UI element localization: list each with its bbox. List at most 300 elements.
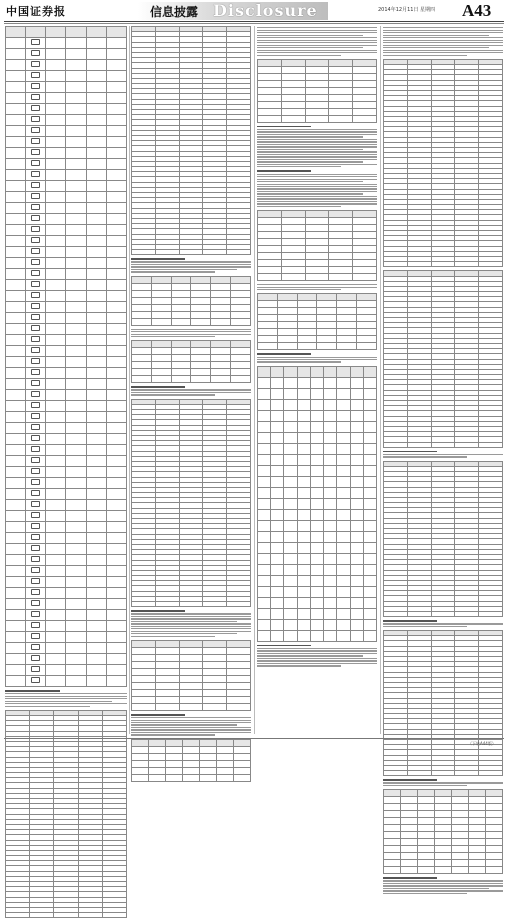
product-image (31, 589, 40, 595)
table-cell (227, 647, 251, 654)
table-cell (258, 410, 271, 421)
table-cell (86, 335, 106, 346)
table-cell (66, 478, 86, 489)
table-row (258, 301, 377, 308)
table-cell (66, 599, 86, 610)
table-cell (297, 630, 310, 641)
table-cell (329, 232, 353, 239)
table-cell (151, 276, 171, 283)
table-cell (317, 308, 337, 315)
table-cell (86, 390, 106, 401)
product-image (31, 303, 40, 309)
table-cell (297, 322, 317, 329)
table-cell (6, 390, 26, 401)
table-cell (297, 487, 310, 498)
table-cell (284, 476, 297, 487)
table-cell (227, 602, 251, 607)
table-cell (227, 661, 251, 668)
table-cell (86, 467, 106, 478)
table-cell (353, 73, 377, 80)
product-image (31, 534, 40, 540)
table-cell (191, 362, 211, 369)
table-cell (46, 566, 66, 577)
table-row (132, 703, 251, 710)
table-cell (6, 82, 26, 93)
table-row (132, 250, 251, 255)
table-cell (418, 867, 435, 874)
table-row (6, 60, 127, 71)
product-image (31, 259, 40, 265)
table-cell (435, 867, 452, 874)
text-line (257, 149, 363, 150)
table-row (258, 619, 377, 630)
table-cell (418, 804, 435, 811)
table-cell (66, 60, 86, 71)
table-cell (46, 82, 66, 93)
table-row (258, 66, 377, 73)
table-cell (258, 542, 271, 553)
text-paragraph (131, 386, 251, 395)
table-cell (418, 832, 435, 839)
table-cell (26, 236, 46, 247)
table-cell (353, 246, 377, 253)
table-row (258, 343, 377, 350)
table-cell (231, 355, 251, 362)
text-line (257, 284, 377, 285)
table-cell (363, 476, 376, 487)
table-cell (479, 612, 503, 617)
table-cell (211, 290, 231, 297)
table-cell (6, 181, 26, 192)
table-block (131, 640, 251, 711)
table-cell (258, 366, 271, 377)
table-cell (284, 377, 297, 388)
table-cell (106, 247, 126, 258)
product-image (31, 468, 40, 474)
table-row (6, 588, 127, 599)
table-cell (46, 522, 66, 533)
table-cell (281, 239, 305, 246)
table-cell (155, 682, 179, 689)
product-image (31, 336, 40, 342)
table-row (6, 478, 127, 489)
text-line (383, 47, 489, 48)
table-cell (350, 476, 363, 487)
table-cell (132, 739, 149, 746)
table-cell (6, 643, 26, 654)
table-cell (258, 232, 282, 239)
table-row (6, 192, 127, 203)
table-cell (86, 588, 106, 599)
table-cell (305, 239, 329, 246)
table-row (6, 269, 127, 280)
table-cell (297, 542, 310, 553)
table-cell (305, 218, 329, 225)
table-cell (258, 294, 278, 301)
table-cell (211, 348, 231, 355)
table-cell (26, 544, 46, 555)
table-row (384, 771, 503, 776)
table-cell (6, 93, 26, 104)
table-cell (106, 621, 126, 632)
table-row (6, 555, 127, 566)
table-cell (431, 612, 455, 617)
text-line (383, 626, 467, 627)
table-row (6, 412, 127, 423)
table-cell (258, 80, 282, 87)
table-cell (86, 643, 106, 654)
table-cell (258, 399, 271, 410)
table-cell (418, 825, 435, 832)
text-paragraph (257, 170, 377, 207)
table-cell (200, 753, 217, 760)
table-cell (297, 531, 310, 542)
table-cell (310, 575, 323, 586)
table-cell (258, 239, 282, 246)
table-row (132, 362, 251, 369)
table-cell (86, 225, 106, 236)
table-row (6, 610, 127, 621)
table-cell (271, 597, 284, 608)
table-cell (106, 489, 126, 500)
table-cell (217, 774, 234, 781)
table-cell (26, 522, 46, 533)
table-cell (231, 276, 251, 283)
table-cell (6, 676, 26, 687)
table-cell (281, 246, 305, 253)
table-block (257, 210, 377, 281)
table-block (383, 789, 503, 874)
table-cell (106, 291, 126, 302)
table-cell (106, 676, 126, 687)
table-cell (329, 66, 353, 73)
table-cell (324, 476, 337, 487)
table-cell (486, 811, 503, 818)
table-cell (284, 498, 297, 509)
table-cell (6, 302, 26, 313)
table-cell (66, 654, 86, 665)
text-line (5, 693, 127, 694)
table-cell (234, 753, 251, 760)
table-cell (106, 588, 126, 599)
product-image (31, 292, 40, 298)
table-cell (166, 774, 183, 781)
table-cell (418, 818, 435, 825)
product-image (31, 127, 40, 133)
table-cell (26, 632, 46, 643)
table-cell (6, 632, 26, 643)
table-cell (337, 597, 350, 608)
table-cell (337, 294, 357, 301)
text-paragraph (257, 353, 377, 362)
product-image (31, 160, 40, 166)
table-cell (324, 542, 337, 553)
table-cell (6, 104, 26, 115)
table-cell (384, 612, 408, 617)
table-cell (86, 170, 106, 181)
table-cell (191, 318, 211, 325)
table-row (258, 454, 377, 465)
table-cell (86, 555, 106, 566)
text-line (257, 201, 377, 202)
table-cell (435, 853, 452, 860)
table-cell (106, 577, 126, 588)
text-line (383, 27, 503, 28)
table-cell (66, 379, 86, 390)
table-cell (46, 236, 66, 247)
table-row (132, 348, 251, 355)
table-cell (183, 753, 200, 760)
table-cell (86, 357, 106, 368)
table-cell (26, 247, 46, 258)
table-cell (86, 489, 106, 500)
text-line (257, 139, 377, 140)
table-cell (324, 586, 337, 597)
table-cell (337, 575, 350, 586)
table-cell (66, 302, 86, 313)
product-image (31, 116, 40, 122)
table-cell (284, 630, 297, 641)
table-row (384, 797, 503, 804)
text-line (257, 196, 377, 197)
text-line (383, 454, 503, 455)
table-cell (258, 101, 282, 108)
text-line (131, 264, 251, 265)
text-line (257, 146, 377, 147)
table-cell (317, 336, 337, 343)
table-cell (6, 478, 26, 489)
table-cell (284, 531, 297, 542)
table-cell (46, 258, 66, 269)
table-cell (258, 608, 271, 619)
table-block (131, 739, 251, 782)
text-line (257, 131, 377, 132)
table-cell (353, 239, 377, 246)
table-cell (337, 608, 350, 619)
table-cell (106, 467, 126, 478)
table-cell (26, 170, 46, 181)
table-cell (227, 640, 251, 647)
table-row (258, 399, 377, 410)
table-row (6, 357, 127, 368)
table-cell (486, 867, 503, 874)
product-image (31, 446, 40, 452)
table-cell (6, 566, 26, 577)
table-cell (26, 60, 46, 71)
table-cell (350, 630, 363, 641)
table-cell (284, 586, 297, 597)
table-cell (6, 38, 26, 49)
paragraph-heading (131, 386, 185, 388)
table-cell (203, 250, 227, 255)
table-cell (284, 597, 297, 608)
table-row (384, 853, 503, 860)
table-cell (26, 555, 46, 566)
table-cell (46, 71, 66, 82)
table-cell (66, 643, 86, 654)
table-cell (86, 566, 106, 577)
table-cell (66, 555, 86, 566)
table-cell (106, 379, 126, 390)
table-cell (329, 73, 353, 80)
table-cell (106, 445, 126, 456)
table-cell (46, 126, 66, 137)
table-row (132, 640, 251, 647)
table-row (6, 434, 127, 445)
table-cell (363, 531, 376, 542)
product-image (31, 611, 40, 617)
table-cell (363, 542, 376, 553)
table-cell (46, 599, 66, 610)
text-line (383, 45, 503, 46)
product-image (31, 325, 40, 331)
table-cell (337, 308, 357, 315)
table-row (6, 302, 127, 313)
table-cell (271, 377, 284, 388)
table-row (258, 443, 377, 454)
table-cell (407, 442, 431, 447)
table-cell (46, 247, 66, 258)
text-line (131, 729, 251, 730)
table-cell (258, 87, 282, 94)
table-cell (350, 619, 363, 630)
table-cell (86, 511, 106, 522)
table-row (6, 467, 127, 478)
table-cell (431, 442, 455, 447)
text-line (5, 703, 127, 704)
table-cell (231, 290, 251, 297)
balance-sheet-table (383, 59, 503, 268)
table-cell (106, 566, 126, 577)
table-cell (66, 357, 86, 368)
table-cell (46, 368, 66, 379)
table-cell (106, 324, 126, 335)
table-cell (149, 774, 166, 781)
table-cell (324, 432, 337, 443)
table-cell (106, 368, 126, 379)
table-cell (106, 599, 126, 610)
paragraph-heading (257, 170, 311, 172)
product-image (31, 600, 40, 606)
table-cell (271, 608, 284, 619)
table-cell (234, 774, 251, 781)
table-cell (337, 465, 350, 476)
table-cell (46, 621, 66, 632)
product-image (31, 655, 40, 661)
table-cell (353, 232, 377, 239)
table-cell (66, 434, 86, 445)
table-row (6, 258, 127, 269)
table-cell (310, 553, 323, 564)
table-cell (258, 274, 282, 281)
table-cell (271, 498, 284, 509)
table-cell (46, 313, 66, 324)
table-cell (337, 343, 357, 350)
table-cell (132, 668, 156, 675)
table-cell (86, 478, 106, 489)
table-cell (106, 93, 126, 104)
product-image (31, 479, 40, 485)
text-line (257, 136, 363, 137)
table-cell (106, 170, 126, 181)
table-cell (132, 250, 156, 255)
table-cell (258, 498, 271, 509)
table-cell (363, 410, 376, 421)
table-cell (86, 115, 106, 126)
table-cell (6, 214, 26, 225)
table-cell (337, 443, 350, 454)
table-cell (297, 343, 317, 350)
table-cell (363, 575, 376, 586)
table-cell (337, 498, 350, 509)
table-cell (297, 520, 310, 531)
table-cell (271, 487, 284, 498)
table-cell (86, 500, 106, 511)
table-cell (329, 274, 353, 281)
table-cell (86, 38, 106, 49)
revenue-table (257, 210, 377, 281)
text-line (383, 785, 467, 786)
table-block (257, 59, 377, 123)
table-cell (401, 839, 418, 846)
table-cell (231, 311, 251, 318)
table-cell (46, 665, 66, 676)
text-line (257, 361, 341, 362)
table-cell (106, 643, 126, 654)
table-cell (310, 564, 323, 575)
table-cell (106, 115, 126, 126)
table-cell (317, 343, 337, 350)
table-cell (151, 297, 171, 304)
table-cell (179, 654, 203, 661)
table-cell (106, 159, 126, 170)
product-image (31, 226, 40, 232)
table-cell (337, 586, 350, 597)
table-cell (26, 192, 46, 203)
table-cell (179, 675, 203, 682)
table-cell (26, 401, 46, 412)
table-cell (350, 410, 363, 421)
table-row (384, 860, 503, 867)
paragraph-heading (131, 714, 185, 716)
table-cell (469, 797, 486, 804)
table-cell (46, 27, 66, 38)
table-cell (284, 608, 297, 619)
product-image (31, 39, 40, 45)
text-line (131, 618, 251, 619)
product-image (31, 237, 40, 243)
table-cell (26, 423, 46, 434)
table-cell (310, 531, 323, 542)
table-cell (26, 511, 46, 522)
table-cell (66, 280, 86, 291)
table-cell (271, 586, 284, 597)
table-cell (191, 304, 211, 311)
product-image (31, 501, 40, 507)
table-cell (258, 553, 271, 564)
table-cell (469, 839, 486, 846)
product-image (31, 204, 40, 210)
table-cell (46, 676, 66, 687)
table-cell (151, 290, 171, 297)
column-3 (257, 26, 377, 670)
table-block (5, 26, 127, 687)
text-line (257, 198, 377, 199)
table-row (6, 203, 127, 214)
table-cell (277, 294, 297, 301)
table-cell (66, 566, 86, 577)
table-cell (86, 379, 106, 390)
